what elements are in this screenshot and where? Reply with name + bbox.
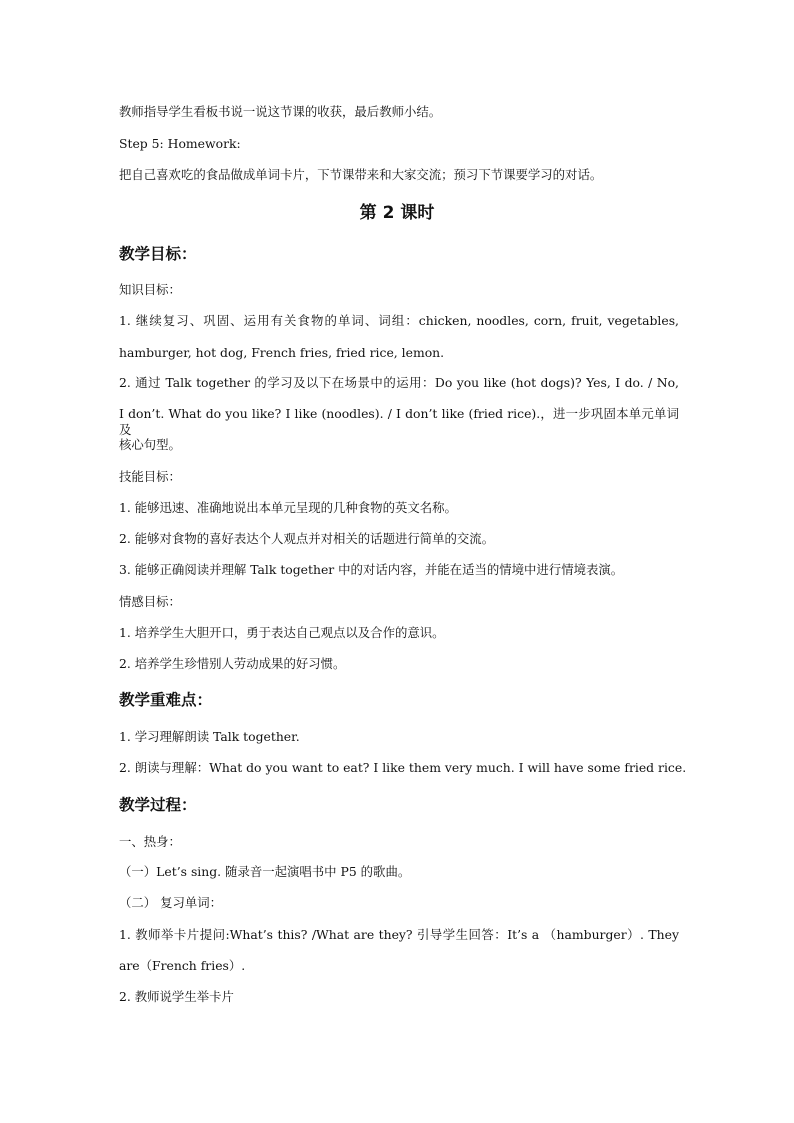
lesson-title: 第 2 课时: [359, 203, 435, 223]
emotion-item-1: 1. 培养学生大胆开口，勇于表达自己观点以及合作的意识。: [119, 625, 445, 640]
intro-line-2: Step 5: Homework:: [119, 136, 241, 151]
knowledge-item-2b: I don’t. What do you like? I like (noodles). / I don’t like (fried rice).，进一步巩固本单元单词及: [119, 406, 679, 437]
skill-item-3: 3. 能够正确阅读并理解 Talk together 中的对话内容，并能在适当的情境中进行情境表演。: [119, 562, 624, 577]
knowledge-item-1b: hamburger, hot dog, French fries, fried rice, lemon.: [119, 345, 445, 360]
knowledge-item-2a: 2. 通过 Talk together 的学习及以下在场景中的运用：Do you like (hot dogs)? Yes, I do. / No,: [119, 375, 679, 390]
intro-line-3: 把自己喜欢吃的食品做成单词卡片，下节课带来和大家交流；预习下节课要学习的对话。: [119, 167, 603, 182]
emotion-label: 情感目标：: [119, 594, 181, 609]
key-item-2: 2. 朗读与理解：What do you want to eat? I like them very much. I will have some fried rice.: [119, 760, 687, 775]
knowledge-item-2c: 核心句型。: [119, 437, 181, 452]
warmup-item-1: （一）Let’s sing. 随录音一起演唱书中 P5 的歌曲。: [119, 864, 411, 879]
knowledge-label: 知识目标：: [119, 282, 181, 297]
key-points-heading: 教学重难点：: [119, 691, 213, 709]
review-item-2: 2. 教师说学生举卡片: [119, 989, 234, 1004]
skill-item-1: 1. 能够迅速、准确地说出本单元呈现的几种食物的英文名称。: [119, 500, 457, 515]
knowledge-item-1a: 1. 继续复习、巩固、运用有关食物的单词、词组：chicken, noodles, corn, fruit, vegetables,: [119, 313, 679, 328]
goals-heading: 教学目标：: [119, 245, 197, 263]
warmup-heading: 一、热身：: [119, 834, 181, 849]
skill-item-2: 2. 能够对食物的喜好表达个人观点并对相关的话题进行简单的交流。: [119, 531, 495, 546]
key-item-1: 1. 学习理解朗读 Talk together.: [119, 729, 300, 744]
review-item-1a: 1. 教师举卡片提问:What’s this? /What are they? 引导学生回答：It’s a （hamburger）. They: [119, 927, 679, 942]
emotion-item-2: 2. 培养学生珍惜别人劳动成果的好习惯。: [119, 656, 346, 671]
skill-label: 技能目标：: [119, 469, 181, 484]
review-item-1b: are（French fries）.: [119, 958, 246, 973]
warmup-item-2: （二） 复习单词：: [119, 895, 223, 910]
intro-line-1: 教师指导学生看板书说一说这节课的收获，最后教师小结。: [119, 104, 442, 119]
process-heading: 教学过程：: [119, 796, 197, 814]
